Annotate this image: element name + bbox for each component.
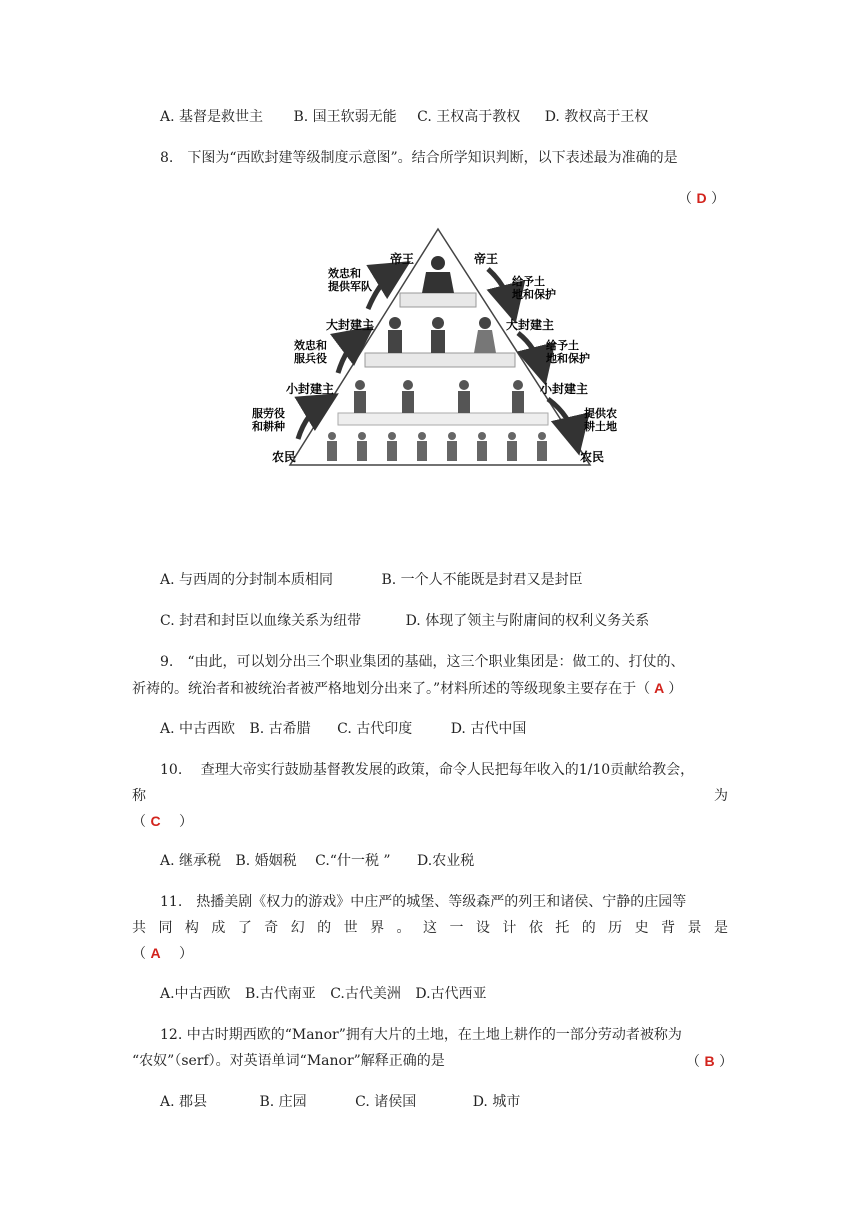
q8-answer: D bbox=[696, 190, 707, 206]
q9-option-c: C. 古代印度 bbox=[337, 721, 413, 737]
label-right-lesser-lord: 小封建主 bbox=[540, 382, 589, 396]
q11-line2: 共同构成了奇幻的世界。这一设计依托的历史背景是 bbox=[132, 920, 728, 936]
q11-option-c: C.古代美洲 bbox=[330, 986, 401, 1002]
q10-option-d: D.农业税 bbox=[417, 853, 475, 869]
q12-option-d: D. 城市 bbox=[472, 1094, 521, 1110]
q7-option-a: A. 基督是救世主 bbox=[160, 109, 264, 125]
q7-options bbox=[160, 107, 648, 127]
q10-options bbox=[160, 851, 474, 871]
arrow-up-3 bbox=[298, 401, 326, 439]
q10-answer: C bbox=[150, 813, 161, 829]
q11-answer: A bbox=[150, 945, 161, 961]
label-up-2: 效忠和服兵役 bbox=[294, 339, 327, 365]
q10-answer-bracket: （ C ） bbox=[132, 813, 194, 830]
q8-option-b: B. 一个人不能既是封君又是封臣 bbox=[381, 572, 583, 588]
q12-answer-bracket: （ B ） bbox=[686, 1053, 734, 1070]
q12-option-a: A. 郡县 bbox=[160, 1094, 208, 1110]
q12-option-c: C. 诸侯国 bbox=[355, 1094, 417, 1110]
q12-options bbox=[160, 1092, 520, 1112]
arrow-down-2 bbox=[518, 333, 542, 371]
label-right-peasant: 农民 bbox=[580, 450, 605, 464]
q9-line2: 祈祷的。统治者和被统治者被严格地划分出来了。”材料所述的等级现象主要存在于（ bbox=[132, 681, 651, 697]
q9-line2-wrap: 祈祷的。统治者和被统治者被严格地划分出来了。”材料所述的等级现象主要存在于（ A ） bbox=[132, 680, 683, 697]
label-down-1: 给予土地和保护 bbox=[512, 275, 556, 301]
q11-options bbox=[160, 984, 487, 1004]
q7-option-d: D. 教权高于王权 bbox=[544, 109, 649, 125]
q11-line1: 11. 热播美剧《权力的游戏》中庄严的城堡、等级森严的列王和诸侯、宁静的庄园等 bbox=[160, 894, 687, 910]
q9-option-a: A. 中古西欧 bbox=[160, 721, 236, 737]
emperor-figure bbox=[422, 256, 454, 293]
q8-option-a: A. 与西周的分封制本质相同 bbox=[160, 572, 334, 588]
lesser-lords-figures bbox=[354, 380, 524, 413]
q12-answer: B bbox=[704, 1053, 715, 1069]
q8-option-c: C. 封君和封臣以血缘关系为纽带 bbox=[160, 613, 362, 629]
label-down-3: 提供农耕土地 bbox=[584, 407, 617, 433]
q10-line1: 10. 查理大帝实行鼓励基督教发展的政策，命令人民把每年收入的1/10贡献给教会， bbox=[160, 762, 695, 778]
label-right-great-lord: 大封建主 bbox=[506, 318, 555, 332]
q9-option-b: B. 古希腊 bbox=[249, 721, 311, 737]
q12-line1: 12. 中古时期西欧的“Manor”拥有大片的土地，在土地上耕作的一部分劳动者被称为 bbox=[160, 1027, 682, 1043]
q10-option-c: C.“什一税 ” bbox=[315, 853, 391, 869]
peasants-figures bbox=[327, 432, 547, 461]
tier-emperor bbox=[400, 293, 476, 307]
q9-option-d: D. 古代中国 bbox=[450, 721, 527, 737]
q11-option-d: D.古代西亚 bbox=[415, 986, 487, 1002]
q12-line2: “农奴”（serf）。对英语单词“Manor”解释正确的是 bbox=[132, 1053, 445, 1069]
arrow-down-1 bbox=[488, 269, 512, 309]
q8-options-row2 bbox=[160, 611, 649, 631]
arrow-down-3 bbox=[548, 399, 576, 441]
arrow-up-2 bbox=[338, 335, 362, 373]
q11-option-a: A.中古西欧 bbox=[160, 986, 231, 1002]
great-lords-figures bbox=[388, 317, 496, 353]
label-left-lesser-lord: 小封建主 bbox=[286, 382, 335, 396]
q12-option-b: B. 庄园 bbox=[259, 1094, 307, 1110]
q7-option-b: B. 国王软弱无能 bbox=[293, 109, 397, 125]
label-left-great-lord: 大封建主 bbox=[326, 318, 375, 332]
label-up-3: 服劳役和耕种 bbox=[252, 407, 285, 433]
label-up-1: 效忠和提供军队 bbox=[328, 267, 372, 293]
q11-option-b: B.古代南亚 bbox=[245, 986, 316, 1002]
q8-stem: 8. 下图为“西欧封建等级制度示意图”。结合所学知识判断，以下表述最为准确的是 bbox=[160, 150, 678, 166]
q7-option-c: C. 王权高于教权 bbox=[417, 109, 521, 125]
label-right-emperor: 帝王 bbox=[474, 252, 499, 266]
label-down-2: 给予土地和保护 bbox=[546, 339, 590, 365]
tier-lesser-lords bbox=[338, 413, 548, 425]
q8-answer-bracket: （ D ） bbox=[678, 190, 726, 207]
q10-option-b: B. 婚姻税 bbox=[235, 853, 297, 869]
feudal-hierarchy-diagram bbox=[250, 225, 630, 470]
label-left-emperor: 帝王 bbox=[390, 252, 415, 266]
arrow-up-1 bbox=[368, 269, 398, 309]
q10-line2b: 为 bbox=[714, 788, 728, 804]
q10-option-a: A. 继承税 bbox=[160, 853, 222, 869]
q8-option-d: D. 体现了领主与附庸间的权利义务关系 bbox=[405, 613, 650, 629]
tier-great-lords bbox=[365, 353, 515, 367]
label-left-peasant: 农民 bbox=[272, 450, 297, 464]
q9-options bbox=[160, 719, 526, 739]
q9-answer: A bbox=[654, 680, 665, 696]
q10-line2a: 称 bbox=[132, 788, 146, 804]
q9-line1: 9. “由此，可以划分出三个职业集团的基础，这三个职业集团是：做工的、打仗的、 bbox=[160, 654, 685, 670]
q11-answer-bracket: （ A ） bbox=[132, 945, 194, 962]
q8-options-row1 bbox=[160, 570, 583, 590]
